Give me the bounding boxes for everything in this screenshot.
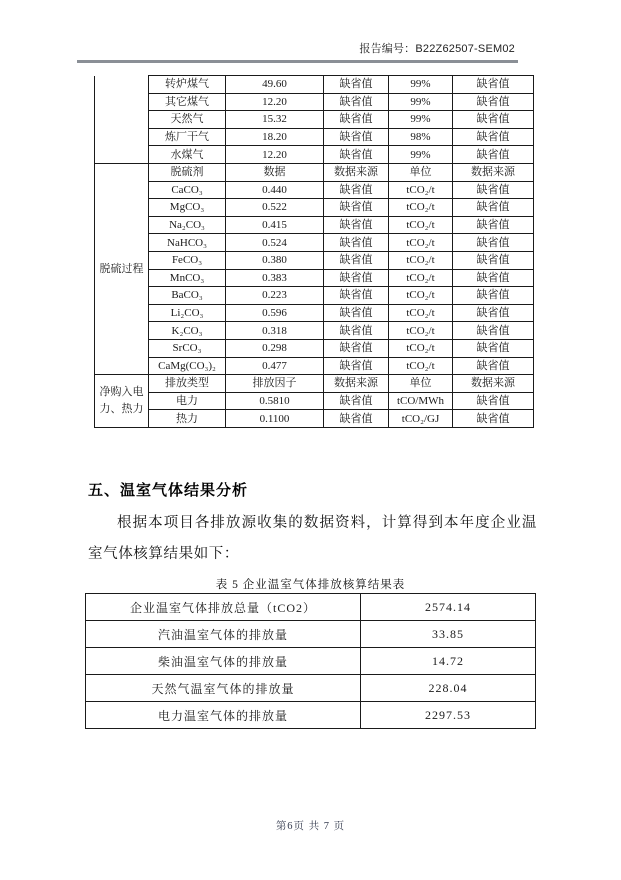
table-row [86,648,536,675]
table-cell: 0.415 [226,216,324,234]
table-cell: 天然气温室气体的排放量 [86,675,361,702]
table-cell: 天然气 [149,111,226,129]
table-cell: 热力 [149,410,226,428]
table-cell: 缺省值 [324,128,389,146]
table-row [95,76,534,94]
table-cell: FeCO₃ [149,251,226,269]
table-cell: 缺省值 [324,234,389,252]
table-cell: MgCO₃ [149,199,226,217]
table-caption: 表 5 企业温室气体排放核算结果表 [215,579,406,591]
table-cell: 缺省值 [324,111,389,129]
table-cell: 18.20 [226,128,324,146]
table-cell: tCO₂/t [389,339,453,357]
category-cell [95,76,149,164]
table-cell: 缺省值 [453,357,534,375]
table-row [95,357,534,375]
table-cell: 0.596 [226,304,324,322]
table-cell: 缺省值 [453,304,534,322]
table-cell: 缺省值 [453,392,534,410]
table-cell: 缺省值 [453,128,534,146]
table-cell: 数据来源 [453,375,534,393]
table-cell: 0.223 [226,287,324,305]
table-cell: 缺省值 [453,181,534,199]
table-cell: 排放类型 [149,375,226,393]
table-row [95,234,534,252]
report-number: 报告编号：B22Z62507-SEM02 [359,43,515,55]
table-cell: 缺省值 [324,410,389,428]
table-row [95,287,534,305]
table-row [95,93,534,111]
table-cell: 0.477 [226,357,324,375]
table-cell: Li₂CO₃ [149,304,226,322]
table-cell: 缺省值 [324,146,389,164]
table-cell: 企业温室气体排放总量（tCO2） [86,594,361,621]
table-cell: 98% [389,128,453,146]
table-cell: 数据来源 [453,163,534,181]
table-cell: 缺省值 [453,93,534,111]
table-cell: 缺省值 [453,76,534,94]
table-cell: 2574.14 [361,594,536,621]
table-cell: tCO₂/t [389,304,453,322]
table-cell: tCO₂/GJ [389,410,453,428]
table-cell: 缺省值 [324,357,389,375]
table-cell: 排放因子 [226,375,324,393]
table-cell: 单位 [389,375,453,393]
table-cell: 0.524 [226,234,324,252]
table-cell: 33.85 [361,621,536,648]
table-cell: 缺省值 [453,339,534,357]
table-row [95,163,534,181]
table-cell: CaMg(CO₃)₂ [149,357,226,375]
category-cell: 脱硫过程 [95,163,149,374]
table-cell: 99% [389,111,453,129]
table-cell: 缺省值 [453,199,534,217]
table-cell: 电力 [149,392,226,410]
table-cell: 缺省值 [324,269,389,287]
table-cell: 其它煤气 [149,93,226,111]
table-cell: 柴油温室气体的排放量 [86,648,361,675]
table-cell: Na₂CO₃ [149,216,226,234]
table-cell: tCO₂/t [389,357,453,375]
table-cell: 缺省值 [324,93,389,111]
table-cell: 228.04 [361,675,536,702]
table-cell: 脱硫剂 [149,163,226,181]
table-cell: 汽油温室气体的排放量 [86,621,361,648]
table-cell: 单位 [389,163,453,181]
table-row [95,181,534,199]
header-divider [77,60,518,63]
table-cell: 转炉煤气 [149,76,226,94]
table-cell: 0.440 [226,181,324,199]
table-cell: NaHCO₃ [149,234,226,252]
table-cell: 缺省值 [453,146,534,164]
table-cell: 缺省值 [453,111,534,129]
table-cell: CaCO₃ [149,181,226,199]
table-cell: 12.20 [226,146,324,164]
table-cell: 缺省值 [453,269,534,287]
table-cell: BaCO₃ [149,287,226,305]
table-cell: 0.380 [226,251,324,269]
table-cell: 99% [389,93,453,111]
table-cell: tCO/MWh [389,392,453,410]
table-cell: 缺省值 [324,322,389,340]
table-cell: 0.298 [226,339,324,357]
table-cell: SrCO₃ [149,339,226,357]
table-cell: MnCO₃ [149,269,226,287]
table-row [95,375,534,393]
table-cell: 2297.53 [361,702,536,729]
table-cell: 缺省值 [324,199,389,217]
table-row [95,146,534,164]
table-row [95,410,534,428]
table-cell: 电力温室气体的排放量 [86,702,361,729]
table-cell: tCO₂/t [389,216,453,234]
table-cell: 12.20 [226,93,324,111]
table-cell: tCO₂/t [389,234,453,252]
table-cell: 99% [389,146,453,164]
table-cell: tCO₂/t [389,181,453,199]
table-cell: tCO₂/t [389,287,453,305]
page-footer: 第6页 共 7 页 [275,821,346,832]
table-cell: 缺省值 [453,216,534,234]
table-cell: 0.522 [226,199,324,217]
table-row [95,322,534,340]
table-row [95,111,534,129]
table-row [86,675,536,702]
table-cell: 49.60 [226,76,324,94]
table-row [95,304,534,322]
ghg-results-table [85,593,536,729]
table-cell: 0.5810 [226,392,324,410]
table-cell: 缺省值 [324,76,389,94]
table-cell: 缺省值 [324,392,389,410]
table-cell: 0.318 [226,322,324,340]
table-cell: 缺省值 [453,410,534,428]
table-cell: K₂CO₃ [149,322,226,340]
table-cell: 数据来源 [324,163,389,181]
table-cell: 数据来源 [324,375,389,393]
emission-factors-table [94,75,534,428]
table-row [95,199,534,217]
table-cell: 缺省值 [453,322,534,340]
table-cell: tCO₂/t [389,269,453,287]
table-cell: 14.72 [361,648,536,675]
table-cell: 缺省值 [324,251,389,269]
table-cell: 缺省值 [453,251,534,269]
table-cell: 缺省值 [453,234,534,252]
table-cell: 0.1100 [226,410,324,428]
table-row [95,392,534,410]
table-cell: 缺省值 [324,287,389,305]
table-cell: tCO₂/t [389,322,453,340]
table-row [86,702,536,729]
table-cell: 缺省值 [324,181,389,199]
table-cell: 99% [389,76,453,94]
category-cell: 净购入电力、热力 [95,375,149,428]
table-cell: tCO₂/t [389,199,453,217]
table-row [95,216,534,234]
section-heading: 五、温室气体结果分析 [88,483,249,499]
table-cell: 缺省值 [324,304,389,322]
section-paragraph: 根据本项目各排放源收集的数据资料，计算得到本年度企业温室气体核算结果如下： [88,515,537,562]
table-cell: 缺省值 [324,339,389,357]
table-cell: 水煤气 [149,146,226,164]
table-row [95,128,534,146]
table-row [86,621,536,648]
table-cell: 15.32 [226,111,324,129]
table-cell: 缺省值 [453,287,534,305]
table-cell: tCO₂/t [389,251,453,269]
table-cell: 数据 [226,163,324,181]
table-cell: 0.383 [226,269,324,287]
table-row [95,269,534,287]
table-cell: 炼厂干气 [149,128,226,146]
table-row [86,594,536,621]
table-row [95,251,534,269]
table-row [95,339,534,357]
table-cell: 缺省值 [324,216,389,234]
